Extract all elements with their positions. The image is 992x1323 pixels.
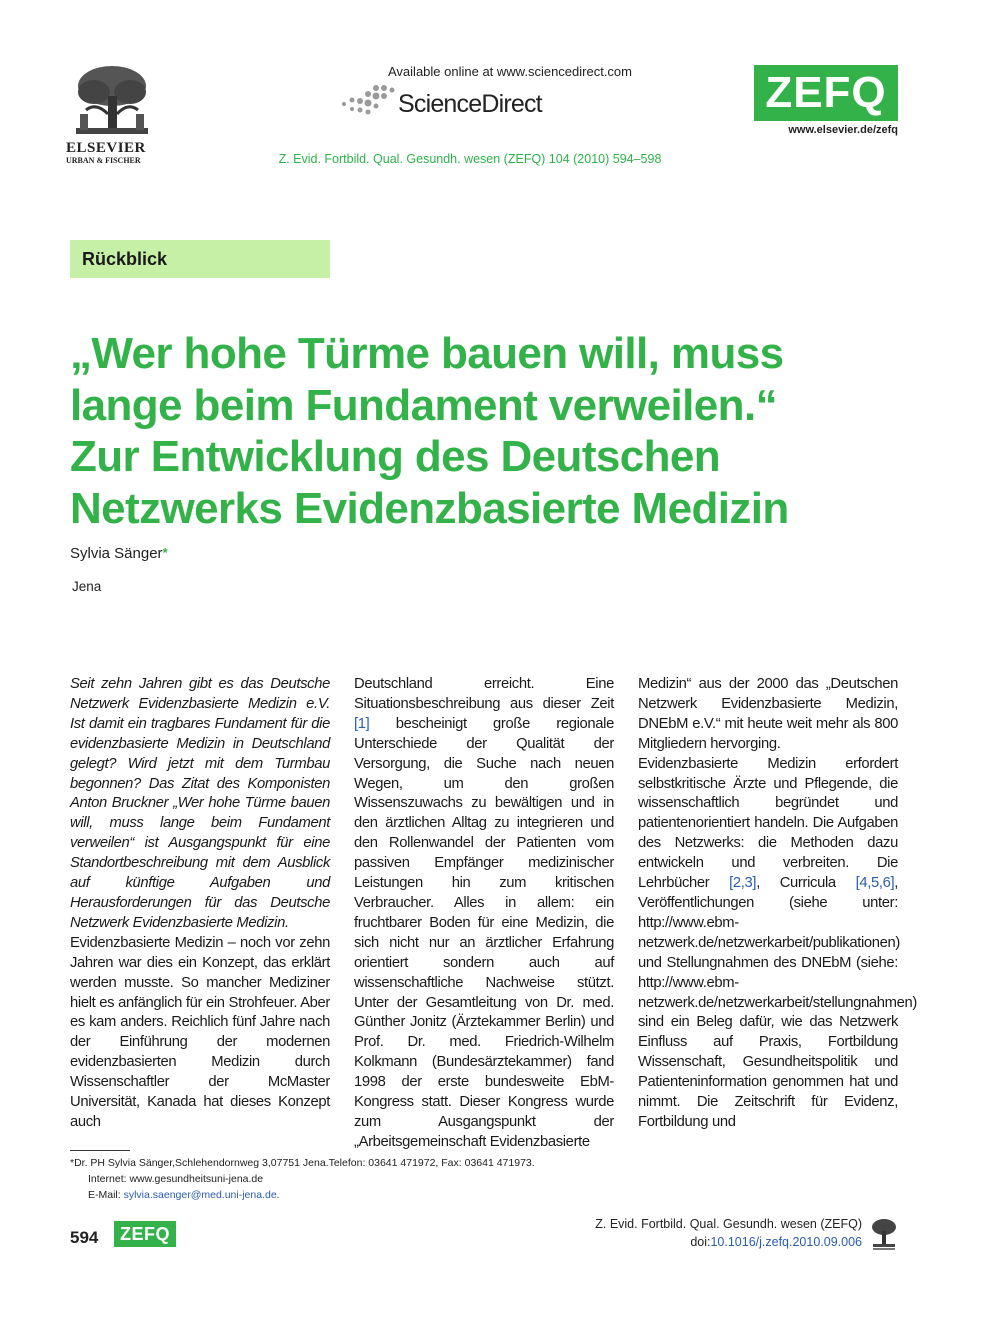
affiliation: Jena [72,579,102,594]
footer-elsevier-icon [870,1217,898,1251]
journal-url[interactable]: www.elsevier.de/zefq [788,124,898,136]
paragraph: Medizin“ aus der 2000 das „Deutschen Netzwerk Evidenzbasierte Medizin, DNEbM e.V.“ mit heute weit mehr als 800 Mitgliedern hervorging. [638,676,898,752]
email-end: . [276,1189,280,1201]
footnote-rule [70,1150,130,1151]
text-run: , Veröffentlichungen (siehe unter: http://www.ebm-netzwerk.de/netzwerkarbeit/publikationen) und Stellungnahmen des DNEbM (siehe: http://www.ebm-netzwerk.de/netzwerkarbeit/stellungnahmen) sind ein Beleg dafür, wie das Netzwerk Einfluss auf Praxis, Fortbildung Wissenschaft, Gesundheitspolitik und Patienteninformation genommen hat und nimmt. Die Zeitschrift für Evidenz, Fortbildung und [638,875,917,1130]
paragraph: Evidenzbasierte Medizin – noch vor zehn Jahren war dies ein Konzept, das erklärt werden musste. So mancher Mediziner hielt es anfänglich für ein Strohfeuer. Aber es kam anders. Reichlich fünf Jahre nach der Einführung der modernen evidenzbasierten Medizin durch Wissenschaftler der McMaster Universität, Kanada hat dieses Konzept auch [70,934,330,1130]
author-name: Sylvia Sänger [70,545,163,562]
publisher-name: ELSEVIER [66,140,146,156]
body-column-2 [354,675,614,1153]
author [70,545,168,562]
email-label: E-Mail: [88,1189,124,1201]
reference-link[interactable]: [2,3] [729,875,757,892]
available-online: Available online at www.sciencedirect.com [388,64,632,79]
section-tag [70,240,330,278]
title-line: Zur Entwicklung des Deutschen [70,432,721,481]
text-run: , Curricula [756,875,836,892]
body-column-3 [638,675,917,1133]
sciencedirect-logo [340,82,580,122]
title-line: lange beim Fundament verweilen.“ [70,380,777,430]
title-line: Netzwerks Evidenzbasierte Medizin [70,483,789,533]
footnote-email-line [70,1187,630,1203]
author-footnote-mark[interactable]: * [162,545,168,560]
publisher-sub: URBAN & FISCHER [66,156,141,165]
elsevier-logo [66,62,158,168]
footer-zefq-logo: ZEFQ [114,1221,176,1247]
journal-citation[interactable]: Z. Evid. Fortbild. Qual. Gesundh. wesen (ZEFQ) 104 (2010) 594–598 [278,152,662,166]
sciencedirect-name: ScienceDirect [398,90,542,118]
email-link[interactable]: sylvia.saenger@med.uni-jena.de [123,1189,277,1201]
page-number: 594 [70,1228,99,1247]
footnote [70,1155,630,1203]
footer-journal: Z. Evid. Fortbild. Qual. Gesundh. wesen (ZEFQ) [595,1217,862,1231]
footnote-internet: Internet: www.gesundheitsuni-jena.de [88,1173,264,1185]
title-line: „Wer hohe Türme bauen will, muss [70,329,784,378]
footer-doi [540,1235,862,1249]
footnote-address: *Dr. PH Sylvia Sänger,Schlehendornweg 3,07751 Jena.Telefon: 03641 471972, Fax: 03641 471973. [70,1157,535,1169]
text-run: bescheinigt große regionale Unterschiede der Qualität der Versorgung, die Suche nach neuen Wegen, um den großen Wissenszuwachs zu bewältigen und in den ärztlichen Alltag zu integrieren und den Rollenwandel der Patienten vom passiven Empfänger medizinischer Leistungen hin zum kritischen Verbraucher. Alles in allem: ein fruchtbarer Boden für eine Medizin, die sich nicht nur an ärztlicher Erfahrung orientiert sondern auch auf wissenschaftliche Nachweise stützt. Unter der Gesamtleitung von Dr. med. Günther Jonitz (Ärztekammer Berlin) und Prof. Dr. med. Friedrich-Wilhelm Kolkmann (Bundesärztekammer) fand 1998 der erste bundesweite EbM-Kongress statt. Dieser Kongress wurde zum Ausgangspunkt der „Arbeitsgemeinschaft Evidenzbasierte [354,715,615,1150]
article-title [70,328,940,534]
zefq-logo: ZEFQ [754,65,898,121]
elsevier-tree-small-icon [870,1217,898,1251]
text-run: Evidenzbasierte Medizin erfordert selbstkritische Ärzte und Pflegende, die wissenschaftlich begründet und patientenorientiert handeln. Die Aufgaben des Netzwerks: die Methoden dazu entwickeln und verbreiten. Die Lehrbücher [638,755,898,892]
abstract: Seit zehn Jahren gibt es das Deutsche Netzwerk Evidenzbasierte Medizin e.V. Ist damit ein tragbares Fundament für die evidenzbasierte Medizin in Deutschland gelegt? Wird jetzt mit dem Turmbau begonnen? Das Zitat des Komponisten Anton Bruckner „Wer hohe Türme bauen will, muss lange beim Fundament verweilen“ ist Ausgangspunkt für eine Standortbeschreibung mit dem Ausblick auf künftige Aufgaben und Herausforderungen für das Deutsche Netzwerk Evidenzbasierte Medizin. [70,676,330,931]
doi-label: doi: [690,1235,711,1249]
text-run: Deutschland erreicht. Eine Situationsbeschreibung aus dieser Zeit [354,676,614,712]
paragraph [638,755,917,1133]
elsevier-tree-icon [66,62,158,140]
sciencedirect-dots-icon [340,82,398,122]
section-label: Rückblick [82,249,168,269]
doi-link[interactable]: 10.1016/j.zefq.2010.09.006 [710,1235,862,1249]
paragraph [354,675,614,1153]
reference-link[interactable]: [1] [354,715,370,732]
reference-link[interactable]: [4,5,6] [855,875,895,892]
body-column-1 [70,675,330,1133]
